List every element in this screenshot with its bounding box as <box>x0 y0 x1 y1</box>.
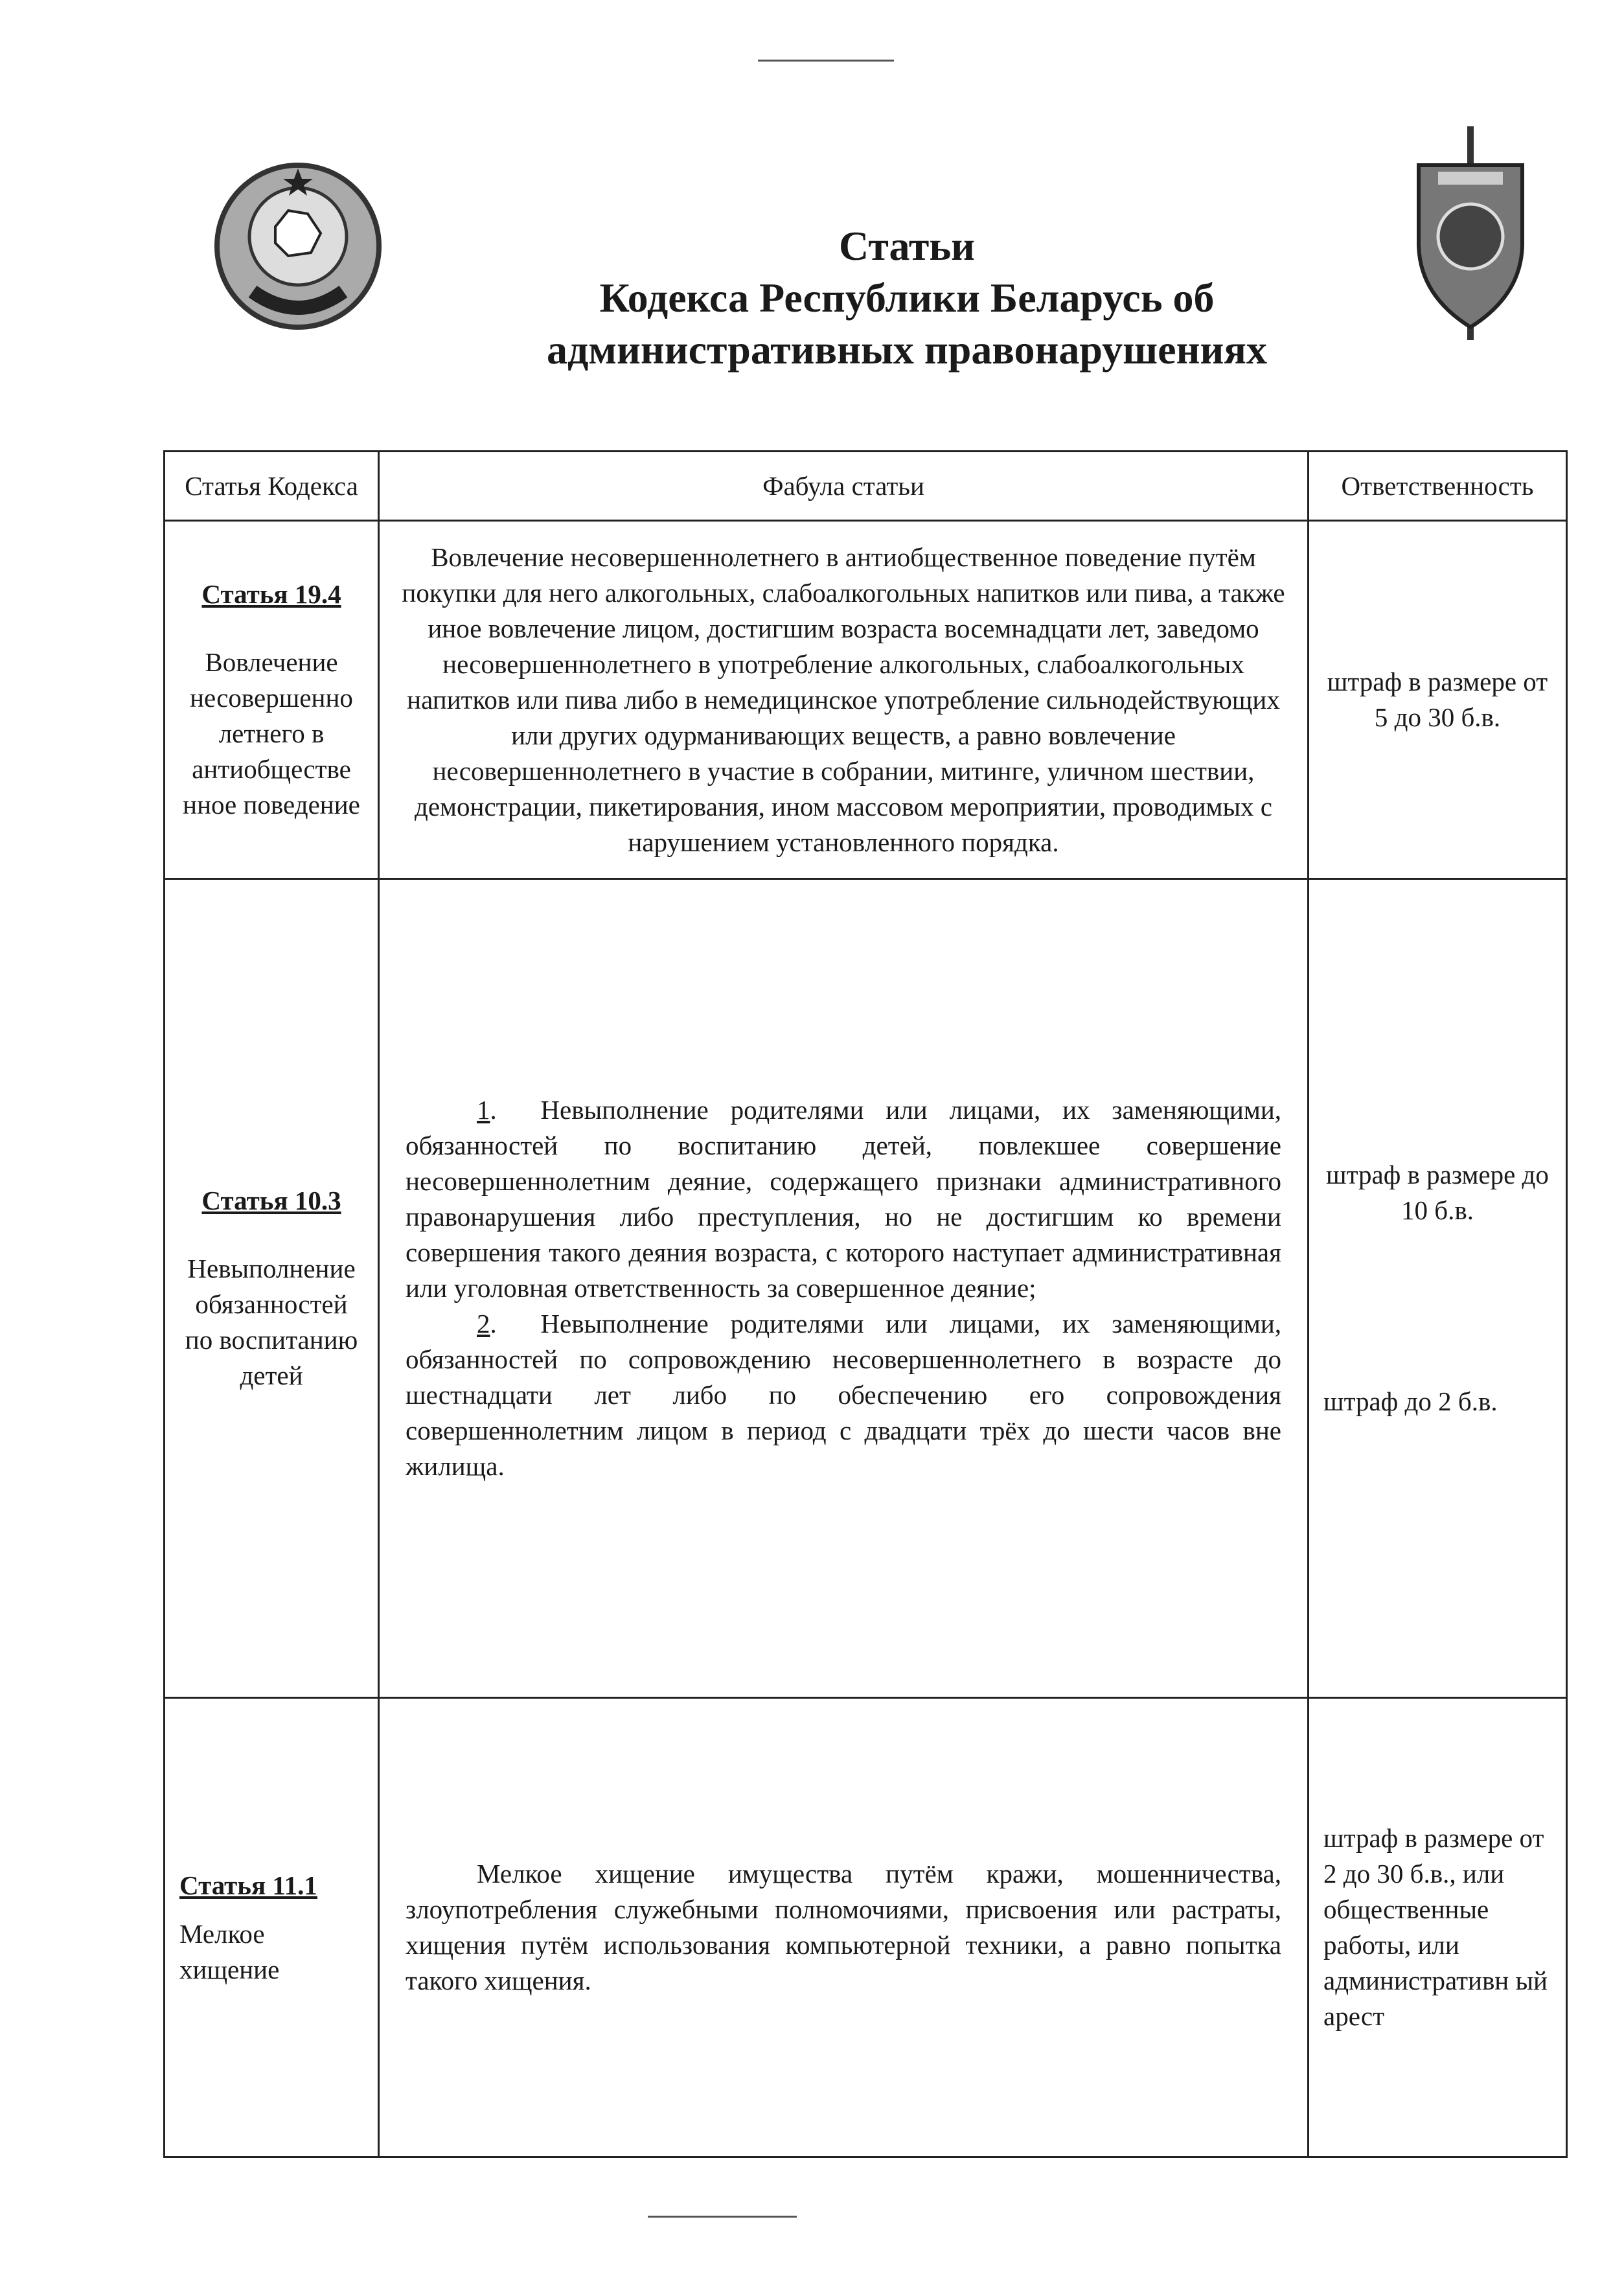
penalty-cell <box>1309 879 1567 1698</box>
page-title <box>453 220 1360 376</box>
article-number: Статья 11.1 <box>179 1870 317 1900</box>
table-row <box>165 521 1567 879</box>
part-number: 2 <box>477 1309 490 1338</box>
shield-sword-icon <box>1406 126 1535 347</box>
belarus-emblem-logo <box>207 155 389 337</box>
scan-artifact <box>648 2216 797 2218</box>
header-penalty: Ответственность <box>1309 452 1567 521</box>
part-number: 1 <box>477 1095 490 1125</box>
table-header-row <box>165 452 1567 521</box>
security-badge-logo <box>1406 126 1535 347</box>
title-line-1: Статьи <box>838 223 976 269</box>
penalty-cell: штраф в размере от 5 до 30 б.в. <box>1309 521 1567 879</box>
article-cell <box>165 521 379 879</box>
article-name: Вовлечение несовершенно летнего в антиобществе нное поведение <box>183 647 360 820</box>
article-name: Невыполнение обязанностей по воспитанию детей <box>185 1254 358 1390</box>
part-text: Невыполнение родителями или лицами, их заменяющими, обязанностей по воспитанию детей, повлекшее совершение несовершеннолетним деяние, содержащего признаки административного правонарушения либо преступления, но не достигшим ко времени совершения такого деяния возраста, с которого наступает административная или уголовная ответственность за совершенное деяние; <box>406 1095 1282 1303</box>
article-name: Мелкое хищение <box>179 1918 280 1984</box>
penalty-part-1: штраф в размере до 10 б.в. <box>1326 1160 1549 1225</box>
part-1: 1. Невыполнение родителями или лицами, их заменяющими, обязанностей по воспитанию детей, повлекшее совершение несовершеннолетним деяние, содержащего признаки административного правонарушения либо преступления, но не достигшим ко времени совершения такого деяния возраста, с которого наступает административная или уголовная ответственность за совершенное деяние; <box>406 1095 1282 1303</box>
table-row <box>165 1698 1567 2157</box>
article-number: Статья 10.3 <box>201 1186 341 1215</box>
penalty-cell: штраф в размере от 2 до 30 б.в., или общественные работы, или административн ый арест <box>1309 1698 1567 2157</box>
articles-table <box>163 450 1568 2158</box>
description-cell: Мелкое хищение имущества путём кражи, мошенничества, злоупотребления служебными полномочиями, присвоения или растраты, хищения путём использования компьютерной техники, а равно попытка такого хищения. <box>379 1698 1309 2157</box>
part-2: 2. Невыполнение родителями или лицами, их заменяющими, обязанностей по сопровождению несовершеннолетнего в возрасте до шестнадцати лет либо по обеспечению его сопровождения совершеннолетним лицом в период с двадцати трёх до шести часов вне жилища. <box>406 1309 1282 1481</box>
scan-artifact <box>758 60 894 62</box>
article-cell <box>165 879 379 1698</box>
belarus-emblem-icon <box>207 155 389 337</box>
article-number: Статья 19.4 <box>201 579 341 609</box>
title-line-2: Кодекса Республики Беларусь об <box>599 275 1215 321</box>
penalty-part-2: штраф до 2 б.в. <box>1323 1386 1498 1416</box>
article-cell <box>165 1698 379 2157</box>
description-cell: Вовлечение несовершеннолетнего в антиобщественное поведение путём покупки для него алкогольных, слабоалкогольных напитков или пива, а также иное вовлечение лицом, достигшим возраста восемнадцати лет, заведомо несовершеннолетнего в употребление алкогольных, слабоалкогольных напитков или пива либо в немедицинское употребление сильнодействующих или других одурманивающих веществ, а равно вовлечение несовершеннолетнего в участие в собрании, митинге, уличном шествии, демонстрации, пикетирования, ином массовом мероприятии, проводимых с нарушением установленного порядка. <box>379 521 1309 879</box>
description-cell <box>379 879 1309 1698</box>
title-line-3: административных правонарушениях <box>547 327 1267 373</box>
header-description: Фабула статьи <box>379 452 1309 521</box>
part-text: Невыполнение родителями или лицами, их заменяющими, обязанностей по сопровождению несовершеннолетнего в возрасте до шестнадцати лет либо по обеспечению его сопровождения совершеннолетним лицом в период с двадцати трёх до шести часов вне жилища. <box>406 1309 1282 1481</box>
table-row <box>165 879 1567 1698</box>
header-article: Статья Кодекса <box>165 452 379 521</box>
